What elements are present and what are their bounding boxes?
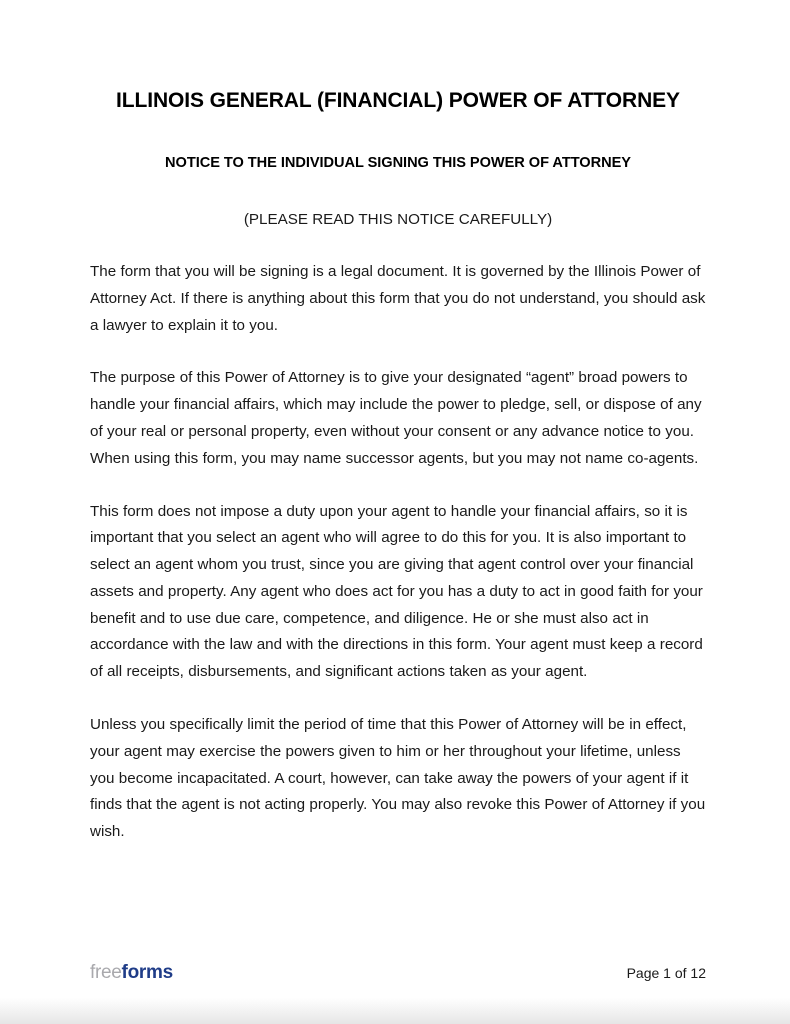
page-number: Page 1 of 12: [626, 965, 706, 981]
page-title: ILLINOIS GENERAL (FINANCIAL) POWER OF ATTORNEY: [116, 89, 680, 112]
notice-paragraph: The purpose of this Power of Attorney is to give your designated “agent” broad powers to handle your financial affairs, which may include the power to pledge, sell, or dispose of any of your real or personal property, even without your consent or any advance notice to you. When using this form, you may name successor agents, but you may not name co-agents.: [90, 369, 702, 467]
page-footer: [90, 958, 706, 982]
notice-paragraph: The form that you will be signing is a legal document. It is governed by the Illinois Power of Attorney Act. If there is anything about this form that you do not understand, you should ask a lawyer to explain it to you.: [90, 262, 706, 334]
notice-body: [90, 229, 706, 846]
freeforms-logo: [90, 963, 173, 982]
logo-text-forms: forms: [121, 962, 173, 983]
page-edge-shadow: [0, 998, 790, 1024]
notice-heading: NOTICE TO THE INDIVIDUAL SIGNING THIS POWER OF ATTORNEY: [165, 155, 631, 172]
notice-paragraph: Unless you specifically limit the period of time that this Power of Attorney will be in effect, your agent may exercise the powers given to him or her throughout your lifetime, unless you become incapacitated. A court, however, can take away the powers of your agent if it finds that the agent is not acting properly. You may also revoke this Power of Attorney if you wish.: [90, 716, 706, 841]
document-content: [90, 0, 706, 846]
notice-instruction: (PLEASE READ THIS NOTICE CAREFULLY): [243, 210, 553, 228]
notice-paragraph: This form does not impose a duty upon your agent to handle your financial affairs, so it is important that you select an agent who will agree to do this for you. It is also important to select an agent whom you trust, since you are giving that agent control over your financial assets and property. Any agent who does act for you has a duty to act in good faith for your benefit and to use due care, competence, and diligence. He or she must also act in accordance with the law and with the directions in this form. Your agent must keep a record of all receipts, disbursements, and significant actions taken as your agent.: [90, 502, 703, 681]
logo-text-free: free: [90, 962, 122, 983]
